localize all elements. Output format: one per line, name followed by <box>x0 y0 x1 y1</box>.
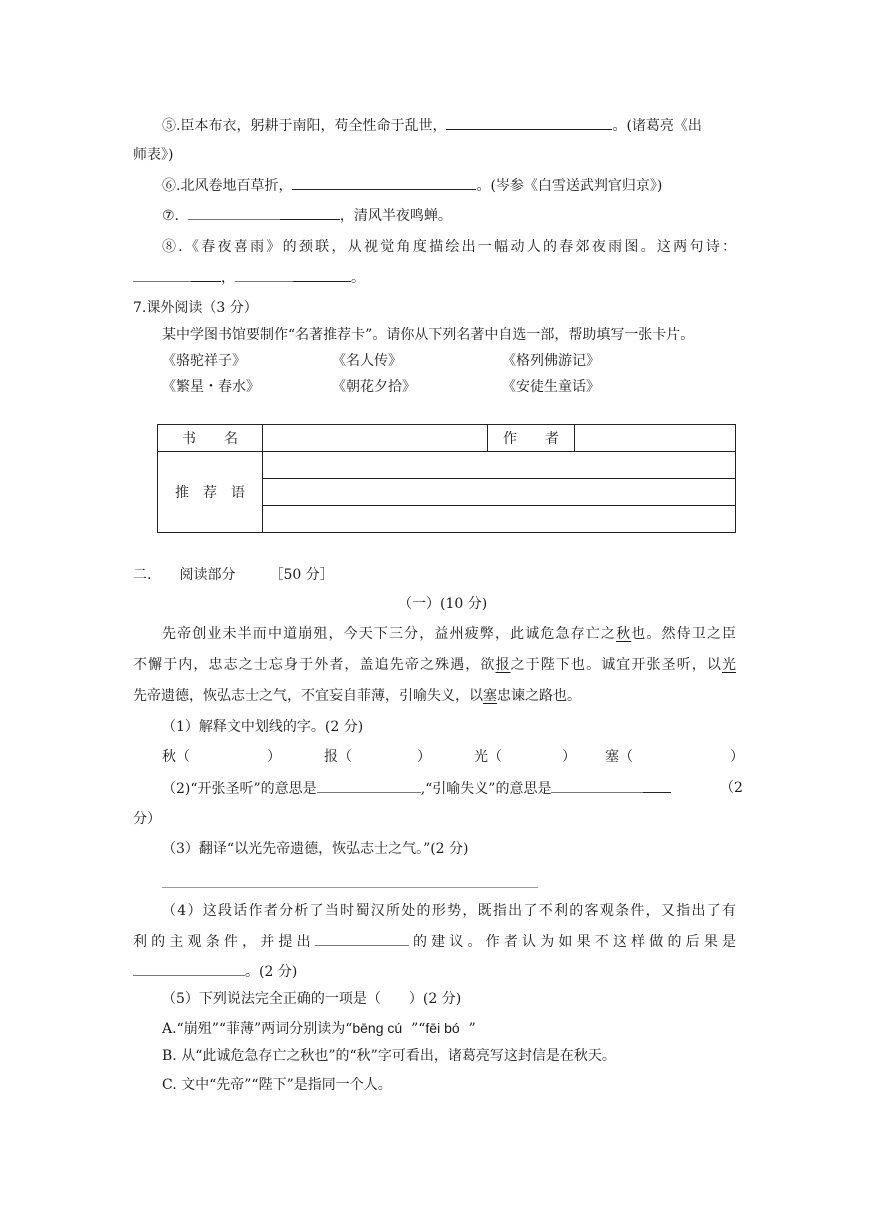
passage-line-2 <box>133 655 736 675</box>
q4-text: 的建议。作者认为如果不这样做的后果是 <box>408 934 737 950</box>
option-b[interactable]: B. 从“此诚危急存亡之秋也”的“秋”字可看出，诸葛亮写这封信是在秋天。 <box>162 1048 616 1064</box>
question-4-line-3 <box>133 961 297 982</box>
passage-text: 忠谏之路也。 <box>497 688 581 704</box>
passage-line-3 <box>133 686 581 706</box>
option-a-text: ” <box>468 1021 476 1037</box>
recommendation-field-line[interactable] <box>263 506 736 533</box>
underlined-char-bao: 报 <box>495 657 511 673</box>
question-5: （5）下列说法完全正确的一项是（ ）(2 分) <box>162 991 462 1007</box>
book-option: 《骆驼祥子》 <box>162 353 246 369</box>
q2-text: （2)“开张圣听”的意思是 <box>162 781 317 797</box>
book-name-field[interactable] <box>263 425 488 452</box>
option-a[interactable] <box>162 1018 476 1039</box>
pinyin-2: fēi bó <box>425 1020 460 1036</box>
question-4-line-2 <box>133 931 736 952</box>
question-1: （1）解释文中划线的字。(2 分) <box>162 719 364 735</box>
answer-blank-7a[interactable] <box>188 205 280 220</box>
poem-7-text: ，清风半夜鸣蝉。 <box>339 208 452 224</box>
author-field[interactable] <box>575 425 736 452</box>
q2-text: ,“引喻失义”的意思是 <box>420 781 552 797</box>
poem-5-source: 。(诸葛亮《出 <box>612 118 702 134</box>
comma: ， <box>221 270 235 286</box>
q1-item-sai: 塞（ <box>605 749 633 765</box>
q1-paren-close: ） <box>562 749 576 765</box>
section-2-score: ［50 分］ <box>269 567 334 583</box>
q2-score: （2 <box>720 780 743 796</box>
book-option: 《格列佛游记》 <box>502 353 600 369</box>
section-2-title: 二. 阅读部分 <box>133 567 236 583</box>
q4-score: 。(2 分) <box>245 964 298 980</box>
book-option: 《名人传》 <box>332 353 402 369</box>
q2-blank-2b[interactable] <box>643 778 671 793</box>
book-option: 《朝花夕拾》 <box>332 379 416 395</box>
answer-blank-8a[interactable] <box>133 267 191 282</box>
pinyin-1: bēng cú <box>352 1020 403 1036</box>
poem-line-5 <box>162 115 702 136</box>
q7-title: 7.课外阅读（3 分） <box>133 300 258 316</box>
author-label: 作 者 <box>488 425 575 452</box>
q2-blank-2a[interactable] <box>551 778 643 793</box>
poem-8-text: ⑧.《春夜喜雨》的颈联，从视觉角度描绘出一幅动人的春郊夜雨图。这两句诗： <box>162 239 736 255</box>
passage-text: 不懈于内，忠志之士忘身于外者，盖追先帝之殊遇，欲 <box>133 657 496 673</box>
underlined-char-qiu: 秋 <box>616 626 632 642</box>
question-2 <box>162 778 671 799</box>
recommendation-field-line[interactable] <box>263 452 736 479</box>
answer-blank-5[interactable] <box>446 115 612 130</box>
q4-text: 利的主观条件，并提出 <box>133 934 315 950</box>
underlined-char-sai: 塞 <box>483 688 497 704</box>
recommendation-card <box>157 424 736 533</box>
q4-blank-2[interactable] <box>133 961 245 976</box>
q4-blank-1[interactable] <box>315 931 409 946</box>
book-option: 《安徒生童话》 <box>502 379 600 395</box>
q1-item-bao: 报（ <box>324 749 352 765</box>
q1-item-qiu: 秋（ <box>162 749 190 765</box>
passage-line-1 <box>162 624 736 644</box>
q7-intro: 某中学图书馆要制作“名著推荐卡”。请你从下列名著中自选一部，帮助填写一张卡片。 <box>162 327 695 343</box>
q1-item-guang: 光（ <box>474 749 502 765</box>
passage-text: 先帝创业未半而中道崩殂，今天下三分，益州疲弊，此诚危急存亡之 <box>162 626 617 642</box>
poem-line-6 <box>162 175 662 196</box>
question-4: （4）这段话作者分析了当时蜀汉所处的形势，既指出了不利的客观条件，又指出了有 <box>162 903 736 919</box>
poem-7-number: ⑦. <box>162 208 180 224</box>
q1-paren-close: ） <box>267 749 281 765</box>
q1-paren-close: ） <box>730 749 744 765</box>
period: 。 <box>351 270 365 286</box>
passage-number: （一）(10 分) <box>398 596 488 612</box>
book-option: 《繁星・春水》 <box>162 379 260 395</box>
q2-score-cont: 分） <box>133 811 161 827</box>
answer-blank-8d[interactable] <box>293 267 351 282</box>
section-2-header <box>133 565 334 585</box>
poem-line-7 <box>162 205 452 226</box>
book-name-label: 书 名 <box>158 425 263 452</box>
recommendation-label: 推 荐 语 <box>158 452 263 533</box>
answer-blank-8b[interactable] <box>191 267 221 282</box>
passage-text: 也。然侍卫之臣 <box>631 626 737 642</box>
underlined-char-guang: 光 <box>722 657 737 673</box>
poem-5-source-cont: 师表》) <box>133 147 174 163</box>
option-a-text: A.“崩殂”“菲薄”两词分别读为“ <box>162 1021 353 1037</box>
poem-6-text: ⑥.北风卷地百草折， <box>162 178 293 194</box>
poem-6-source: 。(岑参《白雪送武判官归京》) <box>476 178 663 194</box>
answer-blank-8c[interactable] <box>235 267 293 282</box>
question-3: （3）翻译“以光先帝遗德，恢弘志士之气。”(2 分) <box>162 841 469 857</box>
q1-paren-close: ） <box>417 749 431 765</box>
option-a-text: ”“ <box>411 1021 426 1037</box>
poem-5-text: ⑤.臣本布衣，躬耕于南阳，苟全性命于乱世， <box>162 118 447 134</box>
passage-text: 先帝遗德，恢弘志士之气，不宜妄自菲薄，引喻失义，以 <box>133 688 483 704</box>
answer-blank-7b[interactable] <box>280 205 340 220</box>
q3-answer-line[interactable] <box>162 887 538 888</box>
answer-blank-6[interactable] <box>292 175 476 190</box>
q2-blank-1[interactable] <box>317 778 421 793</box>
recommendation-field-line[interactable] <box>263 479 736 506</box>
option-c[interactable]: C. 文中“先帝”“陛下”是指同一个人。 <box>162 1077 392 1093</box>
poem-8-answer-line <box>133 267 365 288</box>
passage-text: 之于陛下也。诚宜开张圣听，以 <box>510 657 723 673</box>
